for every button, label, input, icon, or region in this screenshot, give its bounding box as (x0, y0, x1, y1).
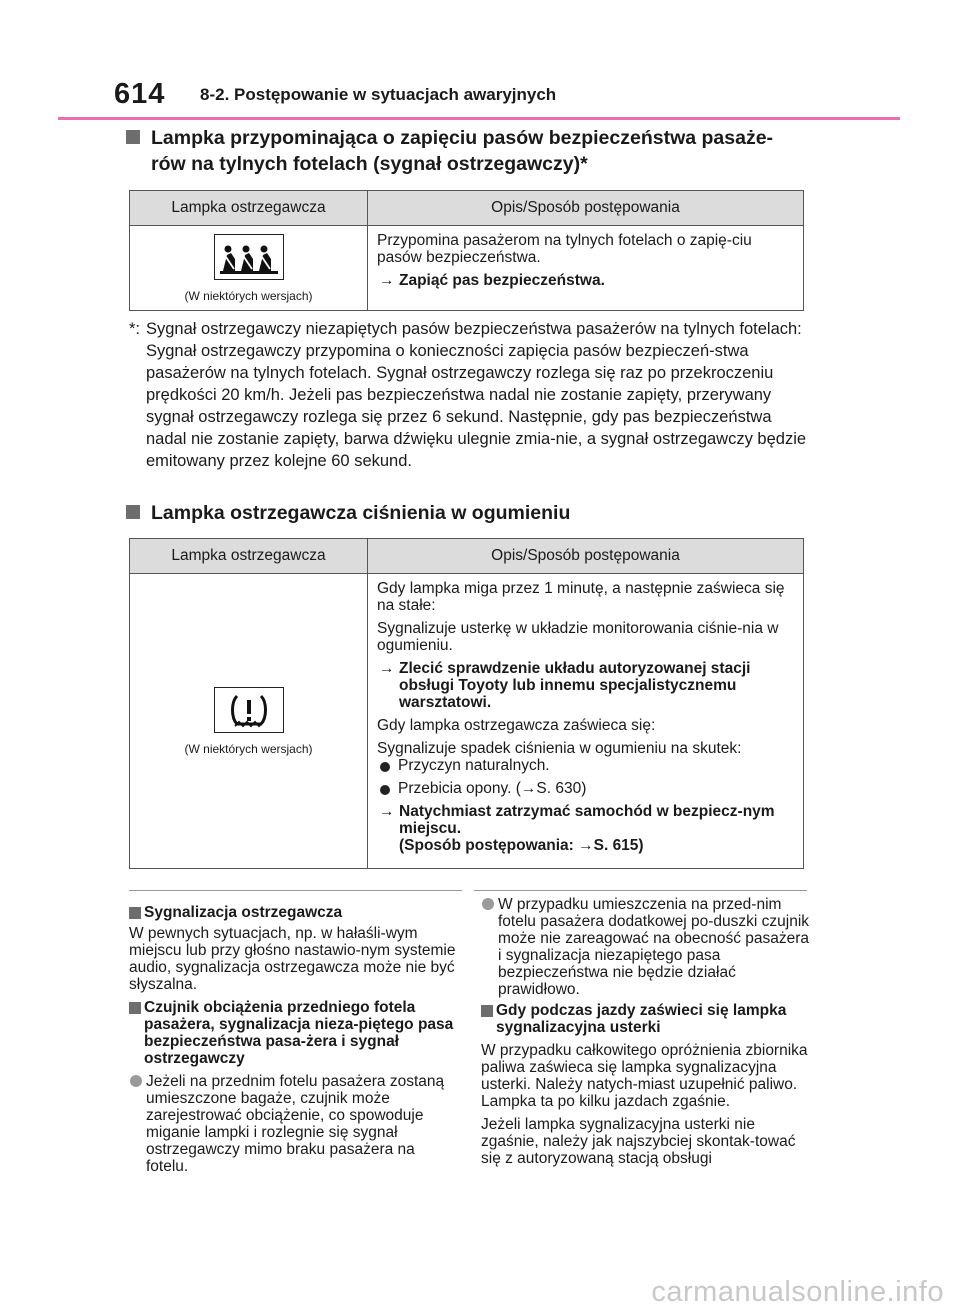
watermark: carmanualsonline.info (651, 1276, 944, 1308)
right-column (481, 896, 813, 1171)
arrow-icon: → (379, 660, 395, 677)
page-number: 614 (114, 78, 166, 110)
action-item: → Natychmiast zatrzymać samochód w bezpiecz-nym miejscu. (379, 803, 775, 837)
left-column (129, 904, 461, 1179)
seatbelt-warning-table (129, 190, 804, 311)
action-item: → Zlecić sprawdzenie układu autoryzowanej stacji obsługi Toyoty lub innemu specjalistycznemu warsztatowi. (379, 660, 751, 711)
table-header-description: Opis/Sposób postępowania (368, 191, 804, 226)
subheading: Sygnalizacja ostrzegawcza (129, 904, 461, 921)
description-text: Przypomina pasażerom na tylnych fotelach o zapię-ciu pasów bezpieczeństwa. (377, 232, 752, 266)
page-header (114, 78, 900, 118)
action-item: → Zapiąć pas bezpieczeństwa. (379, 272, 605, 289)
arrow-icon: → (379, 272, 395, 289)
tire-pressure-warning-icon (214, 687, 284, 733)
description-text: Sygnalizuje spadek ciśnienia w ogumieniu na skutek: (377, 740, 742, 757)
list-item: Przebicia opony. (→S. 630) (377, 780, 795, 797)
section-title: Lampka ostrzegawcza ciśnienia w ogumieniu (151, 502, 571, 524)
column-divider-right (474, 890, 807, 891)
table-header-lamp: Lampka ostrzegawcza (130, 191, 368, 226)
list-item: Przyczyn naturalnych. (377, 757, 795, 774)
description-text: Gdy lampka ostrzegawcza zaświeca się: (377, 717, 656, 734)
paragraph: Jeżeli lampka sygnalizacyjna usterki nie zgaśnie, należy jak najszybciej skontak-tować się z autoryzowaną stacją obsługi (481, 1116, 796, 1167)
subheading: Czujnik obciążenia przedniego fotela pasażera, sygnalizacja nieza-piętego pasa bezpieczeństwa pasa-żera i sygnał ostrzegawczy (129, 999, 461, 1067)
description-cell (368, 574, 804, 869)
footnote-mark: *: (129, 320, 141, 338)
icon-cell (130, 226, 368, 311)
paragraph: W przypadku całkowitego opróżnienia zbiornika paliwa zaświeca się lampka sygnalizacyjna usterki. Należy natych-miast uzupełnić paliwo. Lampka ta po kilku jazdach zgaśnie. (481, 1042, 808, 1110)
section-heading-seatbelt (126, 125, 816, 177)
section-title-line1: Lampka przypominająca o zapięciu pasów bezpieczeństwa pasaże- (151, 127, 774, 149)
description-text: Sygnalizuje usterkę w układzie monitorowania ciśnie-nia w ogumieniu. (377, 620, 779, 654)
icon-cell (130, 574, 368, 869)
header-divider (58, 117, 900, 120)
action-reference: (Sposób postępowania: →S. 615) (399, 837, 644, 854)
square-bullet-icon (126, 505, 140, 519)
footnote (129, 318, 809, 472)
tire-pressure-warning-table (129, 538, 804, 869)
section-title-line2: rów na tylnych fotelach (sygnał ostrzegawczy)* (151, 153, 588, 175)
footnote-text: Sygnał ostrzegawczy niezapiętych pasów bezpieczeństwa pasażerów na tylnych fotelach: Sygnał ostrzegawczy przypomina o konieczności zapięcia pasów bezpieczeń-stwa pasażerów na tylnych fotelach. Sygnał ostrzegawczy rozlega się raz po przekroczeniu prędkości 20 km/h. Jeżeli pas bezpieczeństwa nadal nie zostanie zapięty, przerywany sygnał ostrzegawczy rozlega się przez 6 sekund. Następnie, gdy pas bezpieczeństwa nadal nie zostanie zapięty, barwa dźwięku ulegnie zmia-nie, a sygnał ostrzegawczy będzie emitowany przez kolejne 60 sekund. (146, 320, 807, 470)
column-divider-left (129, 890, 462, 891)
list-item: W przypadku umieszczenia na przed-nim fotelu pasażera dodatkowej po-duszki czujnik może nie zareagować na obecność pasażera i sygnalizacja niezapiętego pasa bezpieczeństwa nie będzie działać prawidłowo. (481, 896, 813, 998)
table-header-lamp: Lampka ostrzegawcza (130, 539, 368, 574)
variant-note: (W niektórych wersjach) (184, 741, 313, 756)
chapter-title: 8-2. Postępowanie w sytuacjach awaryjnych (200, 85, 557, 104)
paragraph: W pewnych sytuacjach, np. w hałaśli-wym miejscu lub przy głośno nastawio-nym systemie audio, sygnalizacja ostrzegawcza może nie być słyszalna. (129, 925, 456, 993)
list-item: Jeżeli na przednim fotelu pasażera zostaną umieszczone bagaże, czujnik może zarejestrować obciążenie, co spowoduje miganie lampki i rozlegnie się sygnał ostrzegawczy mimo braku pasażera na fotelu. (129, 1073, 461, 1175)
subheading: Gdy podczas jazdy zaświeci się lampka sygnalizacyjna usterki (481, 1002, 813, 1036)
section-heading-tire-pressure (126, 500, 816, 526)
table-header-description: Opis/Sposób postępowania (368, 539, 804, 574)
square-bullet-icon (126, 130, 140, 144)
variant-note: (W niektórych wersjach) (184, 288, 313, 303)
rear-seatbelt-reminder-icon (214, 234, 284, 280)
description-text: Gdy lampka miga przez 1 minutę, a następnie zaświeca się na stałe: (377, 580, 785, 614)
description-cell (368, 226, 804, 311)
arrow-icon: → (379, 803, 395, 820)
